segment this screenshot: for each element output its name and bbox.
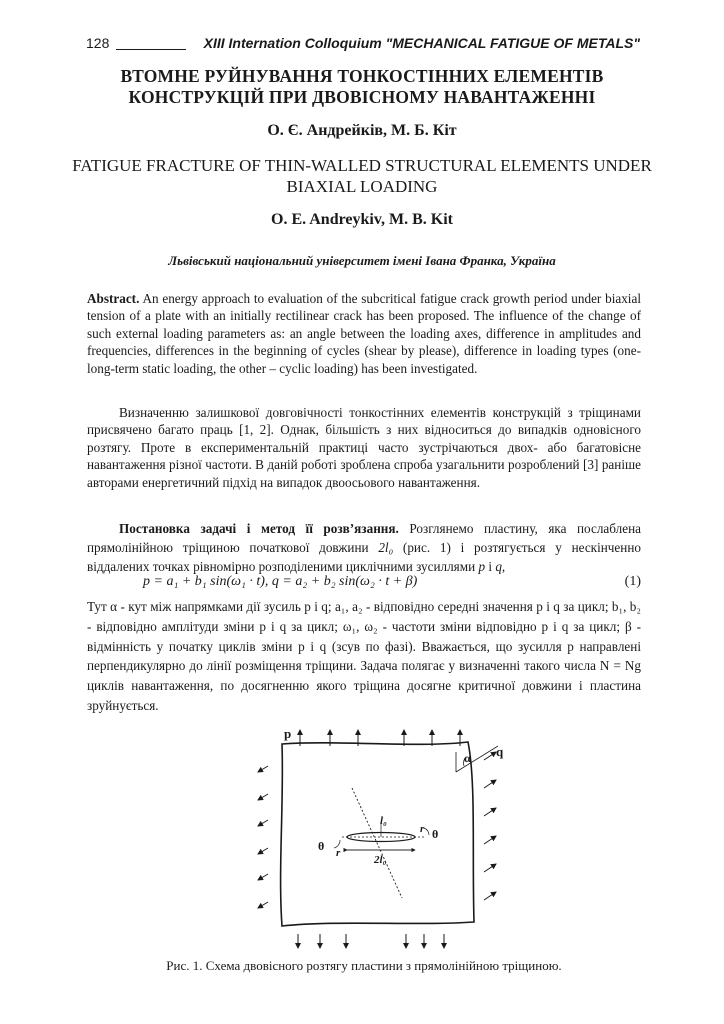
abstract [87,290,641,377]
right-load-arrows [484,752,496,900]
conference-title: XIII Internation Colloquium "MECHANICAL FATIGUE OF METALS" [203,35,640,51]
authors-english: O. E. Andreykiv, M. B. Kit [271,211,453,228]
left-load-arrows [258,766,268,908]
title-english: FATIGUE FRACTURE OF THIN-WALLED STRUCTURAL ELEMENTS UNDER BIAXIAL LOADING [72,156,652,196]
equation-1 [87,574,641,594]
title-ukrainian: ВТОМНЕ РУЙНУВАННЯ ТОНКОСТІННИХ ЕЛЕМЕНТІВ КОНСТРУКЦІЙ ПРИ ДВОВІСНОМУ НАВАНТАЖЕННІ [120,66,604,107]
intro-paragraph: Визначенню залишкової довговічності тонкостінних елементів конструкцій з тріщинами присвячено багато праць [1, 2]. Однак, більшість з них відноситься до випадків одновісного розтягу. Проте в експериментальній практиці часто зустрічаються двох- або багатовісне навантаження різної частоти. В даній роботі зроблена спроба узагальнити розроблений [3] раніше авторами енергетичний підхід на випадок двоосьового навантаження. [87,405,641,490]
label-p: p [284,726,292,741]
label-2l0: 2l₀ [374,854,387,866]
symbol-p: p [478,559,486,574]
crack-length-symbol: 2l₀ [378,540,394,555]
running-header [86,33,642,53]
label-l0: l₀ [380,815,387,827]
abstract-label: Abstract. [87,291,140,306]
bottom-load-arrows [298,934,444,948]
affiliation: Львівський національний університет імені Івана Франка, Україна [168,253,556,268]
problem-text-1: Розглянемо пластину, яка послаблена прямолінійною тріщиною початкової довжини [87,521,641,555]
comma: , [501,559,506,574]
page-number: 128 [86,35,110,51]
conjunction: і [485,559,496,574]
label-r-right: r [420,823,425,835]
theta-right-arc [424,828,429,835]
label-theta-left: θ [318,839,325,853]
header-rule [116,49,186,50]
problem-paragraph [87,519,641,576]
inclined-axis [352,788,402,898]
explanation-paragraph: Тут α - кут між напрямками дії зусиль p і q; a₁, a₂ - відповідно середні значення p і q за цикл; b₁, b₂ - відповідно амплітуди зміни p і q за цикл; ω₁, ω₂ - частоти зміни відповідно p і q за цикл; β - відмінність у початку циклів зміни p і q (зсув по фазі). Вважається, що зусилля p направлені перпендикулярно до лінії розміщення тріщини. Задача полягає у визначенні такого числа N = Ng циклів навантаження, по досягненню якого тріщина досягне критичної довжини і пластина зруйнується. [87,599,641,713]
figure-1 [248,722,518,952]
equation-number: (1) [624,574,641,589]
label-theta-right: θ [432,827,439,841]
section-label: Постановка задачі і метод її розв’язання. [119,521,399,536]
equation-text: p = a₁ + b₁ sin(ω₁ · t), q = a₂ + b₂ sin(ω₂ · t + β) [143,574,418,589]
label-alpha: α [464,751,471,765]
abstract-text: An energy approach to evaluation of the subcritical fatigue crack growth period under biaxial tension of a plate with an initially rectilinear crack has been proposed. The influence of the change of such external loading parameters as: an angle between the loading axes, difference in amplitudes and frequencies, differences in the beginning of cycles (shear by please), difference in loading types (one-long-term static loading, the other – cyclic loading) has been investigated. [87,291,641,376]
q-direction-line [456,746,498,772]
label-q: q [496,744,504,759]
plate-outline [281,742,474,926]
problem-text-2: (рис. 1) і розтягується у нескінченно віддалених точках рівномірно розподіленими циклічними зусиллями [87,540,641,574]
figure-caption: Рис. 1. Схема двовісного розтягу пластини з прямолінійною тріщиною. [166,958,562,973]
symbol-q: q [495,559,502,574]
authors-ukrainian: О. Є. Андрейків, М. Б. Кіт [267,122,457,139]
plate-diagram [248,722,518,952]
label-r-left: r [336,847,341,859]
